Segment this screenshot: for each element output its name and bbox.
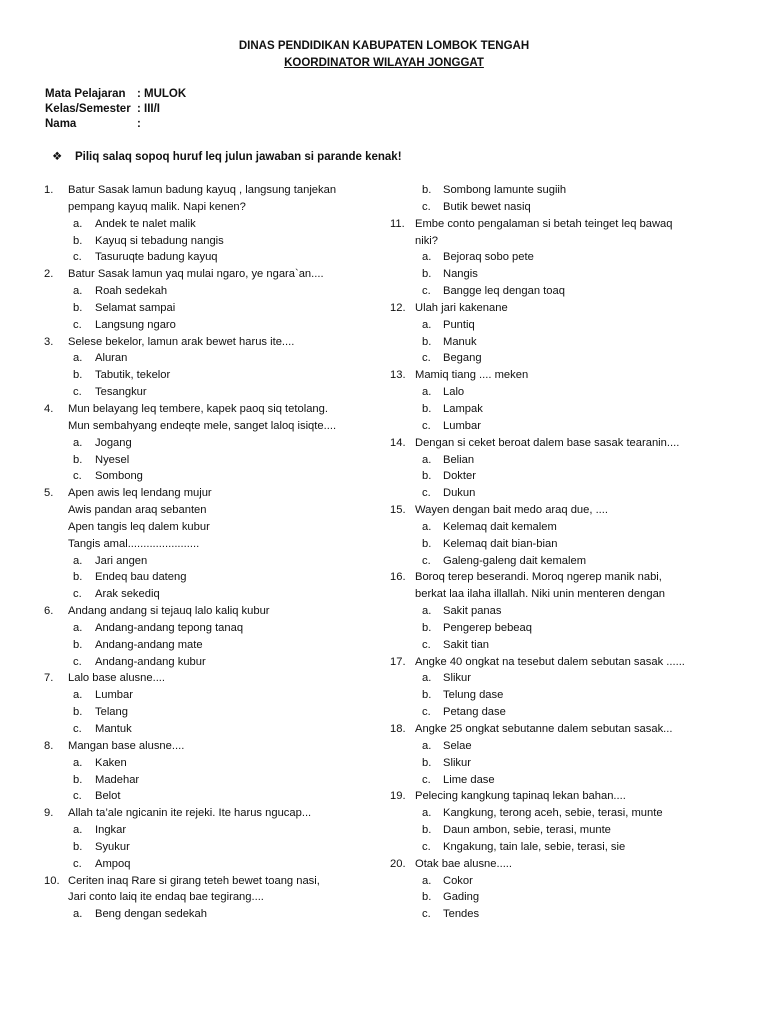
option-text: Daun ambon, sebie, terasi, munte bbox=[443, 824, 611, 837]
answer-option[interactable] bbox=[44, 569, 384, 586]
answer-option[interactable] bbox=[390, 182, 720, 199]
question-text: Batur Sasak lamun yaq mulai ngaro, ye ngara`an.... bbox=[68, 268, 324, 281]
question-continuation bbox=[390, 233, 720, 250]
answer-option[interactable] bbox=[390, 452, 720, 469]
option-text: Tesangkur bbox=[95, 386, 147, 399]
option-text: Petang dase bbox=[443, 706, 506, 719]
meta-subject bbox=[45, 88, 186, 100]
option-text: Kngakung, tain lale, sebie, terasi, sie bbox=[443, 840, 626, 853]
answer-option[interactable] bbox=[44, 384, 384, 401]
question-number: 14. bbox=[390, 436, 406, 449]
option-text: Sombong lamunte sugiih bbox=[443, 184, 567, 196]
option-text: Jari angen bbox=[95, 554, 148, 567]
option-letter: a. bbox=[73, 908, 83, 921]
question-line bbox=[390, 569, 720, 586]
option-letter: b. bbox=[422, 756, 432, 769]
option-letter: a. bbox=[73, 824, 83, 837]
option-text: Tabutik, tekelor bbox=[95, 369, 171, 382]
answer-option[interactable] bbox=[390, 249, 720, 266]
answer-option[interactable] bbox=[390, 266, 720, 283]
option-letter: b. bbox=[422, 268, 432, 281]
option-text: Jogang bbox=[95, 436, 132, 449]
answer-option[interactable] bbox=[390, 418, 720, 435]
option-text: Kangkung, terong aceh, sebie, terasi, munte bbox=[443, 807, 663, 820]
option-letter: a. bbox=[73, 285, 83, 298]
question-line bbox=[390, 300, 720, 317]
answer-option[interactable] bbox=[390, 805, 720, 822]
answer-option[interactable] bbox=[390, 401, 720, 418]
question-line bbox=[44, 266, 384, 283]
question-continuation bbox=[44, 199, 384, 216]
option-text: Lampak bbox=[443, 402, 483, 415]
question-text: Pelecing kangkung tapinaq lekan bahan.... bbox=[415, 790, 626, 803]
option-letter: c. bbox=[422, 706, 431, 719]
answer-option[interactable] bbox=[390, 738, 720, 755]
answer-option[interactable] bbox=[44, 856, 384, 873]
option-letter: b. bbox=[73, 840, 83, 853]
question-line bbox=[44, 603, 384, 620]
question-text: Apen tangis leq dalem kubur bbox=[68, 520, 210, 533]
option-text: Kaken bbox=[95, 756, 127, 769]
option-letter: c. bbox=[422, 419, 431, 432]
question-continuation bbox=[44, 502, 384, 519]
question-text: Mamiq tiang .... meken bbox=[415, 369, 529, 382]
answer-option[interactable] bbox=[44, 906, 384, 923]
option-text: Kelemaq dait kemalem bbox=[443, 520, 557, 533]
question-text: Mun belayang leq tembere, kapek paoq siq tetolang. bbox=[68, 402, 328, 415]
option-text: Dokter bbox=[443, 470, 476, 483]
instruction bbox=[52, 149, 402, 163]
answer-option[interactable] bbox=[390, 553, 720, 570]
option-letter: c. bbox=[73, 655, 82, 668]
question-number: 10. bbox=[44, 874, 60, 887]
question-line bbox=[390, 367, 720, 384]
option-text: Lumbar bbox=[95, 689, 133, 702]
option-letter: b. bbox=[73, 369, 83, 382]
question-number: 5. bbox=[44, 487, 54, 500]
option-letter: c. bbox=[73, 790, 82, 803]
question-continuation bbox=[44, 519, 384, 536]
answer-option[interactable] bbox=[390, 317, 720, 334]
answer-option[interactable] bbox=[390, 670, 720, 687]
option-letter: b. bbox=[422, 402, 432, 415]
option-text: Mantuk bbox=[95, 723, 132, 735]
answer-option[interactable] bbox=[390, 687, 720, 704]
question-line bbox=[390, 721, 720, 738]
answer-option[interactable] bbox=[390, 603, 720, 620]
option-text: Lime dase bbox=[443, 773, 495, 786]
option-letter: b. bbox=[422, 689, 432, 702]
meta-class bbox=[45, 103, 160, 115]
option-letter: a. bbox=[73, 352, 83, 365]
option-text: Madehar bbox=[95, 773, 140, 786]
option-text: Nangis bbox=[443, 268, 478, 281]
option-text: Ampoq bbox=[95, 857, 131, 870]
option-text: Galeng-galeng dait kemalem bbox=[443, 554, 587, 567]
option-text: Andek te nalet malik bbox=[95, 217, 196, 230]
meta-value: : III/I bbox=[137, 103, 160, 115]
question-text: Angke 25 ongkat sebutanne dalem sebutan sasak... bbox=[415, 723, 673, 735]
answer-option[interactable] bbox=[44, 822, 384, 839]
office-title: DINAS PENDIDIKAN KABUPATEN LOMBOK TENGAH bbox=[238, 40, 530, 52]
option-letter: a. bbox=[73, 554, 83, 567]
answer-option[interactable] bbox=[44, 452, 384, 469]
answer-option[interactable] bbox=[44, 435, 384, 452]
answer-option[interactable] bbox=[44, 367, 384, 384]
question-number: 7. bbox=[44, 672, 54, 685]
answer-option[interactable] bbox=[44, 772, 384, 789]
option-text: Lumbar bbox=[443, 419, 481, 432]
option-letter: a. bbox=[422, 520, 432, 533]
option-text: Slikur bbox=[443, 672, 471, 685]
question-text: Awis pandan araq sebanten bbox=[68, 504, 207, 517]
instruction-text: Piliq salaq sopoq huruf leq julun jawaban si parande kenak! bbox=[75, 151, 402, 163]
question-text: Selese bekelor, lamun arak bewet harus ite.... bbox=[68, 335, 295, 348]
answer-option[interactable] bbox=[390, 839, 720, 856]
option-text: Gading bbox=[443, 891, 480, 904]
question-number: 19. bbox=[390, 790, 406, 803]
option-letter: c. bbox=[73, 386, 82, 399]
option-letter: a. bbox=[73, 756, 83, 769]
option-letter: c. bbox=[422, 638, 431, 651]
question-text: Boroq terep beserandi. Moroq ngerep manik nabi, bbox=[415, 571, 662, 584]
option-letter: b. bbox=[422, 184, 432, 196]
option-letter: a. bbox=[422, 672, 432, 685]
question-text: Dengan si ceket beroat dalem base sasak tearanin.... bbox=[415, 436, 680, 449]
option-text: Telung dase bbox=[443, 689, 504, 702]
answer-option[interactable] bbox=[44, 317, 384, 334]
question-line bbox=[44, 738, 384, 755]
option-letter: b. bbox=[422, 335, 432, 348]
answer-option[interactable] bbox=[390, 350, 720, 367]
option-letter: c. bbox=[422, 487, 431, 500]
option-text: Selae bbox=[443, 739, 472, 752]
option-text: Lalo bbox=[443, 386, 465, 399]
question-line bbox=[44, 805, 384, 822]
option-letter: b. bbox=[73, 571, 83, 584]
question-number: 11. bbox=[390, 217, 405, 230]
option-text: Andang-andang tepong tanaq bbox=[95, 621, 244, 634]
option-text: Andang-andang mate bbox=[95, 638, 203, 651]
question-text: niki? bbox=[415, 234, 439, 247]
question-number: 17. bbox=[390, 655, 406, 668]
meta-label: Kelas/Semester bbox=[45, 103, 131, 115]
question-line bbox=[390, 216, 720, 233]
question-text: Angke 40 ongkat na tesebut dalem sebutan sasak ...... bbox=[415, 655, 685, 668]
answer-option[interactable] bbox=[390, 334, 720, 351]
question-text: pempang kayuq malik. Napi kenen? bbox=[68, 200, 246, 213]
question-line bbox=[390, 654, 720, 671]
option-text: Endeq bau dateng bbox=[95, 571, 187, 584]
question-line bbox=[390, 788, 720, 805]
option-letter: a. bbox=[73, 217, 83, 230]
option-text: Belian bbox=[443, 453, 475, 466]
option-text: Puntiq bbox=[443, 318, 475, 331]
option-letter: b. bbox=[422, 824, 432, 837]
question-number: 3. bbox=[44, 335, 54, 348]
question-continuation bbox=[390, 586, 720, 603]
answer-option[interactable] bbox=[44, 788, 384, 805]
option-letter: c. bbox=[422, 908, 431, 921]
option-letter: c. bbox=[422, 840, 431, 853]
option-letter: a. bbox=[422, 807, 432, 820]
question-number: 9. bbox=[44, 807, 54, 820]
meta-value: : MULOK bbox=[137, 88, 187, 100]
question-continuation bbox=[44, 418, 384, 435]
question-number: 20. bbox=[390, 857, 406, 870]
answer-option[interactable] bbox=[390, 906, 720, 923]
option-text: Slikur bbox=[443, 756, 471, 769]
answer-option[interactable] bbox=[44, 216, 384, 233]
option-text: Bejoraq sobo pete bbox=[443, 251, 534, 264]
option-letter: b. bbox=[73, 301, 83, 314]
answer-option[interactable] bbox=[390, 889, 720, 906]
option-text: Andang-andang kubur bbox=[95, 655, 206, 668]
answer-option[interactable] bbox=[44, 249, 384, 266]
answer-option[interactable] bbox=[44, 586, 384, 603]
question-number: 15. bbox=[390, 504, 406, 517]
option-text: Cokor bbox=[443, 874, 473, 887]
option-text: Roah sedekah bbox=[95, 285, 168, 298]
option-text: Pengerep bebeaq bbox=[443, 621, 532, 634]
option-letter: a. bbox=[73, 689, 83, 702]
answer-option[interactable] bbox=[44, 283, 384, 300]
question-line bbox=[390, 502, 720, 519]
option-letter: c. bbox=[422, 773, 431, 786]
question-text: Andang andang si tejauq lalo kaliq kubur bbox=[68, 605, 270, 618]
question-number: 8. bbox=[44, 739, 54, 752]
option-letter: b. bbox=[73, 234, 83, 247]
answer-option[interactable] bbox=[44, 350, 384, 367]
answer-option[interactable] bbox=[390, 468, 720, 485]
question-line bbox=[390, 435, 720, 452]
option-text: Dukun bbox=[443, 487, 476, 500]
option-text: Beng dengan sedekah bbox=[95, 908, 207, 921]
option-text: Aluran bbox=[95, 352, 128, 365]
option-letter: c. bbox=[422, 554, 431, 567]
question-text: Jari conto laiq ite endaq bae tegirang.... bbox=[68, 891, 264, 904]
option-text: Sakit panas bbox=[443, 605, 502, 618]
option-text: Langsung ngaro bbox=[95, 318, 176, 331]
meta-label: Mata Pelajaran bbox=[45, 88, 126, 100]
question-text: Allah ta’ale ngicanin ite rejeki. Ite harus ngucap... bbox=[68, 807, 312, 820]
meta-label: Nama bbox=[45, 118, 77, 130]
option-text: Selamat sampai bbox=[95, 301, 176, 314]
option-letter: b. bbox=[422, 891, 432, 904]
question-number: 1. bbox=[44, 184, 54, 196]
question-number: 12. bbox=[390, 301, 406, 314]
question-text: Ulah jari kakenane bbox=[415, 301, 508, 314]
option-letter: a. bbox=[422, 605, 432, 618]
question-number: 16. bbox=[390, 571, 406, 584]
option-letter: b. bbox=[73, 706, 83, 719]
option-text: Belot bbox=[95, 790, 121, 803]
option-letter: a. bbox=[73, 436, 83, 449]
answer-option[interactable] bbox=[390, 822, 720, 839]
option-letter: a. bbox=[422, 453, 432, 466]
answer-option[interactable] bbox=[390, 637, 720, 654]
meta-name bbox=[45, 118, 141, 130]
question-text: Wayen dengan bait medo araq due, .... bbox=[415, 504, 609, 517]
option-letter: a. bbox=[422, 318, 432, 331]
question-line bbox=[390, 856, 720, 873]
answer-option[interactable] bbox=[390, 199, 720, 216]
option-text: Tasuruqte badung kayuq bbox=[95, 251, 218, 264]
question-text: Ceriten inaq Rare si girang teteh bewet toang nasi, bbox=[68, 874, 320, 887]
option-letter: c. bbox=[73, 588, 82, 601]
question-line bbox=[44, 401, 384, 418]
option-letter: c. bbox=[73, 470, 82, 483]
option-letter: b. bbox=[422, 621, 432, 634]
answer-option[interactable] bbox=[390, 519, 720, 536]
question-text: Tangis amal....................... bbox=[68, 537, 200, 550]
question-text: Otak bae alusne..... bbox=[415, 857, 513, 870]
answer-option[interactable] bbox=[390, 485, 720, 502]
question-number: 13. bbox=[390, 369, 406, 382]
question-number: 2. bbox=[44, 268, 54, 281]
option-letter: b. bbox=[73, 638, 83, 651]
answer-option[interactable] bbox=[390, 873, 720, 890]
question-continuation bbox=[44, 889, 384, 906]
question-number: 6. bbox=[44, 605, 54, 618]
option-text: Arak sekediq bbox=[95, 588, 160, 601]
option-text: Manuk bbox=[443, 335, 477, 348]
answer-option[interactable] bbox=[390, 704, 720, 721]
option-text: Butik bewet nasiq bbox=[443, 200, 531, 213]
answer-option[interactable] bbox=[390, 536, 720, 553]
option-letter: a. bbox=[422, 739, 432, 752]
answer-option[interactable] bbox=[390, 772, 720, 789]
answer-option[interactable] bbox=[44, 687, 384, 704]
option-text: Begang bbox=[443, 352, 482, 365]
question-number: 4. bbox=[44, 402, 54, 415]
option-text: Sakit tian bbox=[443, 638, 490, 651]
option-letter: c. bbox=[422, 352, 431, 365]
question-line bbox=[44, 485, 384, 502]
option-letter: c. bbox=[73, 723, 82, 735]
option-letter: c. bbox=[73, 251, 82, 264]
diamond-bullet-icon: ❖ bbox=[52, 151, 63, 163]
office-subtitle: KOORDINATOR WILAYAH JONGGAT bbox=[284, 57, 484, 69]
answer-option[interactable] bbox=[44, 755, 384, 772]
answer-option[interactable] bbox=[390, 384, 720, 401]
option-text: Sombong bbox=[95, 470, 143, 483]
option-letter: b. bbox=[422, 470, 432, 483]
answer-option[interactable] bbox=[390, 283, 720, 300]
question-text: Embe conto pengalaman si betah teinget leq bawaq bbox=[415, 217, 673, 230]
answer-option[interactable] bbox=[44, 620, 384, 637]
answer-option[interactable] bbox=[390, 755, 720, 772]
option-letter: a. bbox=[422, 874, 432, 887]
questions-right-column bbox=[390, 182, 720, 923]
option-letter: c. bbox=[422, 285, 431, 298]
option-letter: b. bbox=[422, 537, 432, 550]
option-letter: a. bbox=[422, 251, 432, 264]
answer-option[interactable] bbox=[44, 553, 384, 570]
question-line bbox=[44, 334, 384, 351]
answer-option[interactable] bbox=[44, 637, 384, 654]
question-line bbox=[44, 182, 384, 199]
option-text: Tendes bbox=[443, 908, 480, 921]
option-text: Kayuq si tebadung nangis bbox=[95, 234, 224, 247]
option-text: Bangge leq dengan toaq bbox=[443, 285, 565, 298]
question-line bbox=[44, 873, 384, 890]
option-letter: c. bbox=[73, 857, 82, 870]
answer-option[interactable] bbox=[44, 839, 384, 856]
question-continuation bbox=[44, 536, 384, 553]
option-letter: c. bbox=[73, 318, 82, 331]
option-text: Telang bbox=[95, 706, 128, 719]
option-letter: b. bbox=[73, 453, 83, 466]
questions-left-column bbox=[44, 182, 384, 923]
option-text: Ingkar bbox=[95, 824, 127, 837]
answer-option[interactable] bbox=[44, 300, 384, 317]
option-text: Syukur bbox=[95, 840, 130, 853]
question-text: Mangan base alusne.... bbox=[68, 739, 185, 752]
answer-option[interactable] bbox=[44, 233, 384, 250]
answer-option[interactable] bbox=[44, 721, 384, 738]
option-letter: c. bbox=[422, 200, 431, 213]
option-text: Kelemaq dait bian-bian bbox=[443, 537, 558, 550]
question-number: 18. bbox=[390, 723, 406, 735]
question-line bbox=[44, 670, 384, 687]
option-letter: b. bbox=[73, 773, 83, 786]
answer-option[interactable] bbox=[44, 468, 384, 485]
option-text: Nyesel bbox=[95, 453, 130, 466]
question-text: Apen awis leq lendang mujur bbox=[68, 487, 212, 500]
answer-option[interactable] bbox=[390, 620, 720, 637]
question-text: berkat laa ilaha illallah. Niki unin menteren dengan bbox=[415, 588, 666, 601]
option-letter: a. bbox=[422, 386, 432, 399]
question-text: Lalo base alusne.... bbox=[68, 672, 166, 685]
meta-value: : bbox=[137, 118, 141, 130]
answer-option[interactable] bbox=[44, 704, 384, 721]
question-text: Mun sembahyang endeqte mele, sanget laloq isiqte.... bbox=[68, 419, 337, 432]
answer-option[interactable] bbox=[44, 654, 384, 671]
option-letter: a. bbox=[73, 621, 83, 634]
question-text: Batur Sasak lamun badung kayuq , langsung tanjekan bbox=[68, 184, 337, 196]
